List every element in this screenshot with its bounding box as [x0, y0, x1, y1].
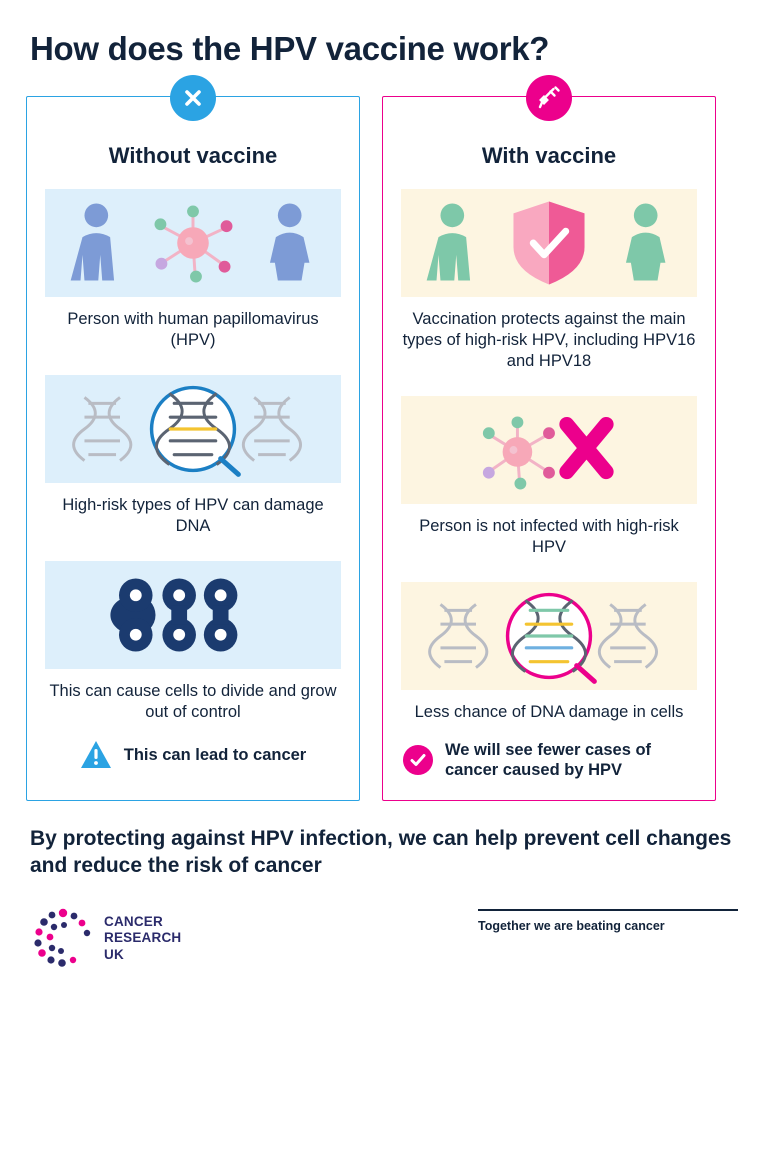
column-note	[45, 740, 341, 770]
infographic-page	[0, 30, 768, 1165]
logo-line-2: RESEARCH	[104, 930, 182, 946]
conclusion-text: By protecting against HPV infection, we can help prevent cell changes and reduce the risk of cancer	[30, 826, 732, 878]
person-with-virus-illustration	[45, 189, 341, 297]
logo-wordmark	[104, 914, 181, 963]
step-caption: Person is not infected with high-risk HPV	[419, 517, 679, 557]
check-circle-icon	[403, 745, 433, 775]
dividing-cells-illustration	[45, 561, 341, 669]
logo-line-1: CANCER	[104, 913, 163, 929]
step-caption: Less chance of DNA damage in cells	[414, 703, 684, 722]
virus-blocked-illustration	[401, 396, 697, 504]
column-note	[401, 740, 697, 780]
strapline-divider	[478, 909, 738, 911]
dna-intact-magnifier-illustration	[401, 582, 697, 690]
step-caption: Vaccination protects against the main types of high-risk HPV, including HPV16 and HPV18	[402, 309, 696, 371]
strapline-text: Together we are beating cancer	[478, 919, 665, 934]
step-caption: This can cause cells to divide and grow out of control	[49, 682, 337, 722]
logo-line-3: UK	[104, 946, 124, 962]
column-title: Without vaccine	[108, 142, 278, 168]
brand-row	[26, 905, 742, 971]
cross-icon	[170, 75, 216, 121]
syringe-icon	[526, 75, 572, 121]
dna-damage-magnifier-illustration	[45, 375, 341, 483]
column-without-vaccine	[26, 96, 360, 801]
step-caption: High-risk types of HPV can damage DNA	[62, 496, 324, 536]
column-note-text: This can lead to cancer	[123, 745, 307, 764]
cancer-research-uk-logo	[30, 905, 181, 971]
comparison-columns	[26, 96, 742, 801]
column-title: With vaccine	[481, 142, 617, 168]
people-with-shield-illustration	[401, 189, 697, 297]
column-with-vaccine	[382, 96, 716, 801]
column-note-text: We will see fewer cases of cancer caused by HPV	[445, 740, 652, 779]
strapline	[478, 905, 738, 935]
step-caption: Person with human papillomavirus (HPV)	[67, 309, 319, 350]
page-title: How does the HPV vaccine work?	[30, 30, 550, 67]
warning-triangle-icon	[80, 740, 112, 770]
